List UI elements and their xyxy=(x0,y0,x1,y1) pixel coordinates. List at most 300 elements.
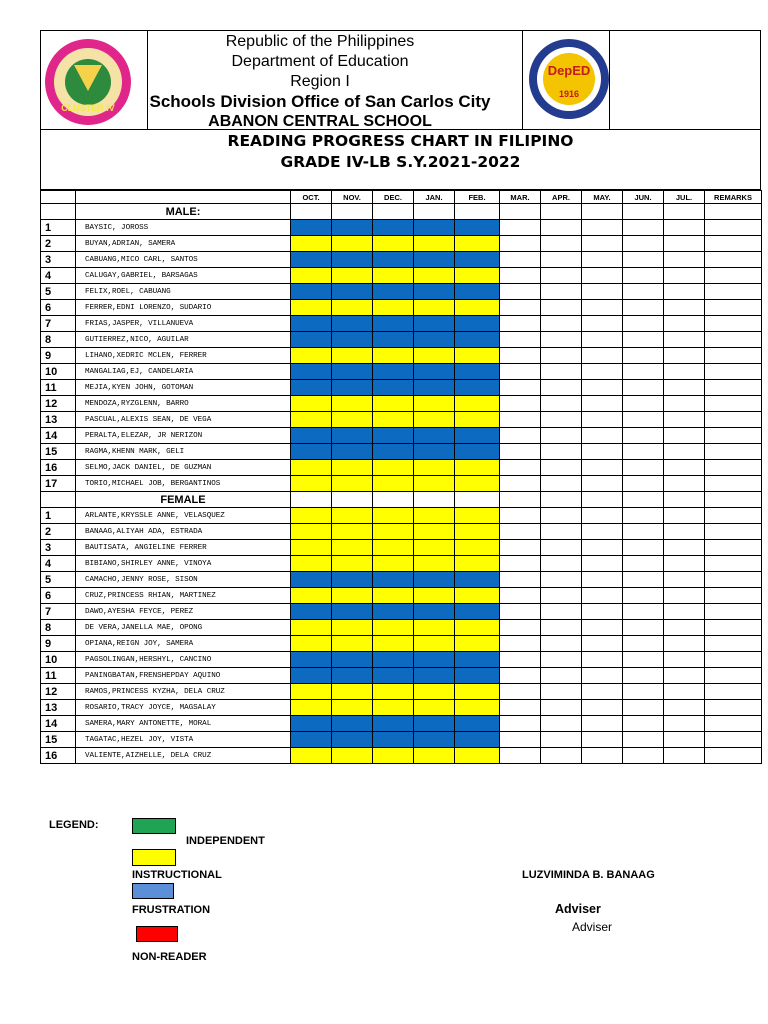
empty-cell xyxy=(623,492,664,508)
empty-cell xyxy=(664,684,705,700)
empty-cell xyxy=(541,204,582,220)
progress-cell-instructional xyxy=(332,412,373,428)
empty-cell xyxy=(582,620,623,636)
progress-cell-instructional xyxy=(332,588,373,604)
student-name: PERALTA,ELEZAR, JR NERIZON xyxy=(76,428,291,444)
empty-cell xyxy=(664,236,705,252)
empty-cell xyxy=(623,668,664,684)
student-row xyxy=(41,604,762,620)
empty-cell xyxy=(705,316,762,332)
student-number: 16 xyxy=(41,748,76,764)
student-name: CAMACHO,JENNY ROSE, SISON xyxy=(76,572,291,588)
student-row xyxy=(41,540,762,556)
empty-cell xyxy=(500,300,541,316)
empty-cell xyxy=(664,428,705,444)
progress-cell-frustration xyxy=(455,652,500,668)
empty-cell xyxy=(705,396,762,412)
empty-cell xyxy=(500,460,541,476)
empty-cell xyxy=(705,412,762,428)
empty-cell xyxy=(582,476,623,492)
empty-cell xyxy=(623,700,664,716)
progress-cell-instructional xyxy=(373,508,414,524)
progress-cell-instructional xyxy=(373,412,414,428)
empty-cell xyxy=(623,460,664,476)
student-number: 14 xyxy=(41,428,76,444)
progress-cell-frustration xyxy=(373,716,414,732)
progress-cell-instructional xyxy=(455,236,500,252)
empty-cell xyxy=(291,492,332,508)
empty-cell xyxy=(664,444,705,460)
student-name: PASCUAL,ALEXIS SEAN, DE VEGA xyxy=(76,412,291,428)
header-text xyxy=(113,31,527,132)
empty-cell xyxy=(500,252,541,268)
legend-swatch-independent xyxy=(132,818,176,834)
progress-cell-frustration xyxy=(332,316,373,332)
student-row xyxy=(41,556,762,572)
progress-cell-frustration xyxy=(332,220,373,236)
progress-cell-frustration xyxy=(373,652,414,668)
student-number: 6 xyxy=(41,588,76,604)
empty-cell xyxy=(623,396,664,412)
progress-cell-frustration xyxy=(332,380,373,396)
empty-cell xyxy=(582,540,623,556)
progress-cell-instructional xyxy=(373,620,414,636)
empty-cell xyxy=(541,252,582,268)
region-line: Region I xyxy=(290,73,350,90)
progress-table xyxy=(40,190,762,764)
empty-cell xyxy=(582,524,623,540)
empty-cell xyxy=(623,556,664,572)
student-row xyxy=(41,732,762,748)
empty-cell xyxy=(705,236,762,252)
progress-cell-instructional xyxy=(414,300,455,316)
empty-cell xyxy=(541,604,582,620)
progress-cell-frustration xyxy=(414,668,455,684)
empty-cell xyxy=(582,444,623,460)
student-name: RAMOS,PRINCESS KYZHA, DELA CRUZ xyxy=(76,684,291,700)
progress-cell-instructional xyxy=(332,508,373,524)
progress-cell-instructional xyxy=(455,588,500,604)
student-name: MEJIA,KYEN JOHN, GOTOMAN xyxy=(76,380,291,396)
student-number: 17 xyxy=(41,476,76,492)
empty-cell xyxy=(582,268,623,284)
progress-cell-frustration xyxy=(414,316,455,332)
empty-cell xyxy=(582,668,623,684)
header-cell xyxy=(41,191,76,204)
empty-cell xyxy=(541,396,582,412)
empty-cell xyxy=(664,588,705,604)
month-header-row xyxy=(41,191,762,204)
progress-cell-instructional xyxy=(332,476,373,492)
progress-cell-instructional xyxy=(455,268,500,284)
empty-cell xyxy=(664,716,705,732)
empty-cell xyxy=(623,204,664,220)
empty-cell xyxy=(541,268,582,284)
empty-cell xyxy=(541,444,582,460)
student-number: 14 xyxy=(41,716,76,732)
department-line: Department of Education xyxy=(231,53,409,70)
month-header: REMARKS xyxy=(705,191,762,204)
empty-cell xyxy=(705,268,762,284)
progress-cell-instructional xyxy=(455,540,500,556)
empty-cell xyxy=(500,524,541,540)
adviser-role: Adviser xyxy=(555,902,601,916)
empty-cell xyxy=(500,716,541,732)
empty-cell xyxy=(332,492,373,508)
empty-cell xyxy=(582,636,623,652)
empty-cell xyxy=(705,572,762,588)
student-number: 1 xyxy=(41,508,76,524)
empty-cell xyxy=(541,652,582,668)
empty-cell xyxy=(500,748,541,764)
progress-cell-frustration xyxy=(291,732,332,748)
progress-cell-frustration xyxy=(332,428,373,444)
empty-cell xyxy=(623,412,664,428)
legend-swatch-non-reader xyxy=(136,926,178,942)
student-name: ROSARIO,TRACY JOYCE, MAGSALAY xyxy=(76,700,291,716)
progress-cell-frustration xyxy=(414,572,455,588)
empty-cell xyxy=(541,492,582,508)
progress-cell-instructional xyxy=(291,412,332,428)
progress-cell-instructional xyxy=(373,268,414,284)
progress-cell-instructional xyxy=(455,396,500,412)
progress-cell-instructional xyxy=(373,588,414,604)
empty-cell xyxy=(623,572,664,588)
progress-cell-frustration xyxy=(373,668,414,684)
empty-cell xyxy=(541,716,582,732)
empty-cell xyxy=(623,316,664,332)
student-number: 15 xyxy=(41,732,76,748)
empty-cell xyxy=(705,460,762,476)
progress-cell-instructional xyxy=(373,300,414,316)
empty-cell xyxy=(705,716,762,732)
empty-cell xyxy=(664,252,705,268)
progress-cell-frustration xyxy=(291,716,332,732)
empty-cell xyxy=(541,236,582,252)
progress-cell-instructional xyxy=(291,636,332,652)
empty-cell xyxy=(705,524,762,540)
empty-cell xyxy=(623,604,664,620)
empty-cell xyxy=(664,364,705,380)
empty-cell xyxy=(623,636,664,652)
student-row xyxy=(41,316,762,332)
progress-cell-frustration xyxy=(414,364,455,380)
empty-cell xyxy=(582,332,623,348)
progress-cell-frustration xyxy=(291,604,332,620)
progress-cell-instructional xyxy=(455,412,500,428)
empty-cell xyxy=(582,652,623,668)
empty-cell xyxy=(664,220,705,236)
adviser-name: LUZVIMINDA B. BANAAG xyxy=(522,869,655,881)
empty-cell xyxy=(541,700,582,716)
empty-cell xyxy=(500,316,541,332)
legend-swatch-instructional xyxy=(132,849,176,866)
progress-cell-instructional xyxy=(291,508,332,524)
progress-cell-instructional xyxy=(332,348,373,364)
empty-cell xyxy=(623,300,664,316)
student-name: GUTIERREZ,NICO, AGUILAR xyxy=(76,332,291,348)
progress-cell-frustration xyxy=(291,572,332,588)
empty-cell xyxy=(291,204,332,220)
empty-cell xyxy=(500,204,541,220)
empty-cell xyxy=(541,412,582,428)
student-number: 4 xyxy=(41,268,76,284)
empty-cell xyxy=(582,428,623,444)
student-row xyxy=(41,364,762,380)
progress-cell-frustration xyxy=(291,252,332,268)
empty-cell xyxy=(414,204,455,220)
progress-cell-frustration xyxy=(373,284,414,300)
progress-cell-instructional xyxy=(414,524,455,540)
month-header: MAY. xyxy=(582,191,623,204)
student-row xyxy=(41,508,762,524)
header-divider xyxy=(609,31,610,129)
student-row xyxy=(41,476,762,492)
progress-cell-frustration xyxy=(373,444,414,460)
empty-cell xyxy=(705,604,762,620)
student-row xyxy=(41,348,762,364)
month-header: APR. xyxy=(541,191,582,204)
empty-cell xyxy=(582,220,623,236)
student-number: 15 xyxy=(41,444,76,460)
student-name: SAMERA,MARY ANTONETTE, MORAL xyxy=(76,716,291,732)
progress-cell-frustration xyxy=(291,652,332,668)
empty-cell xyxy=(623,620,664,636)
empty-cell xyxy=(705,364,762,380)
progress-cell-instructional xyxy=(414,508,455,524)
progress-cell-instructional xyxy=(332,620,373,636)
empty-cell xyxy=(664,748,705,764)
month-header: MAR. xyxy=(500,191,541,204)
student-number: 7 xyxy=(41,604,76,620)
empty-cell xyxy=(500,636,541,652)
student-number: 8 xyxy=(41,332,76,348)
empty-cell xyxy=(582,396,623,412)
month-header: DEC. xyxy=(373,191,414,204)
progress-cell-instructional xyxy=(332,748,373,764)
progress-cell-frustration xyxy=(373,252,414,268)
student-number: 12 xyxy=(41,396,76,412)
student-name: CRUZ,PRINCESS RHIAN, MARTINEZ xyxy=(76,588,291,604)
progress-cell-frustration xyxy=(414,428,455,444)
student-number: 2 xyxy=(41,236,76,252)
empty-cell xyxy=(582,748,623,764)
section-cell xyxy=(41,204,76,220)
progress-cell-instructional xyxy=(291,348,332,364)
female-section-label: FEMALE xyxy=(76,492,291,508)
empty-cell xyxy=(500,380,541,396)
student-number: 8 xyxy=(41,620,76,636)
progress-cell-frustration xyxy=(332,332,373,348)
empty-cell xyxy=(541,732,582,748)
empty-cell xyxy=(500,684,541,700)
student-row xyxy=(41,668,762,684)
progress-cell-instructional xyxy=(291,300,332,316)
empty-cell xyxy=(582,204,623,220)
student-number: 10 xyxy=(41,652,76,668)
empty-cell xyxy=(500,348,541,364)
progress-cell-frustration xyxy=(414,652,455,668)
progress-cell-frustration xyxy=(291,428,332,444)
empty-cell xyxy=(500,268,541,284)
empty-cell xyxy=(623,236,664,252)
progress-cell-frustration xyxy=(332,364,373,380)
empty-cell xyxy=(500,236,541,252)
student-row xyxy=(41,700,762,716)
legend-title: LEGEND: xyxy=(49,819,99,831)
progress-cell-frustration xyxy=(455,332,500,348)
empty-cell xyxy=(500,732,541,748)
progress-cell-instructional xyxy=(414,460,455,476)
progress-cell-frustration xyxy=(455,364,500,380)
empty-cell xyxy=(332,204,373,220)
empty-cell xyxy=(705,748,762,764)
progress-cell-instructional xyxy=(373,556,414,572)
legend-label-independent: INDEPENDENT xyxy=(186,835,265,847)
progress-cell-instructional xyxy=(414,684,455,700)
empty-cell xyxy=(541,300,582,316)
empty-cell xyxy=(582,508,623,524)
progress-cell-instructional xyxy=(455,524,500,540)
progress-cell-frustration xyxy=(291,444,332,460)
student-name: RAGMA,KHENN MARK, GELI xyxy=(76,444,291,460)
student-number: 13 xyxy=(41,700,76,716)
empty-cell xyxy=(623,732,664,748)
progress-cell-instructional xyxy=(291,476,332,492)
progress-cell-frustration xyxy=(455,284,500,300)
student-name: SELMO,JACK DANIEL, DE GUZMAN xyxy=(76,460,291,476)
progress-cell-instructional xyxy=(455,348,500,364)
student-name: ARLANTE,KRYSSLE ANNE, VELASQUEZ xyxy=(76,508,291,524)
student-name: TAGATAC,HEZEL JOY, VISTA xyxy=(76,732,291,748)
seal-year: 1916 xyxy=(558,89,580,99)
progress-cell-instructional xyxy=(291,748,332,764)
empty-cell xyxy=(500,588,541,604)
progress-cell-instructional xyxy=(332,236,373,252)
empty-cell xyxy=(541,668,582,684)
progress-cell-frustration xyxy=(373,332,414,348)
progress-cell-frustration xyxy=(332,284,373,300)
country-line: Republic of the Philippines xyxy=(225,33,415,50)
empty-cell xyxy=(541,588,582,604)
empty-cell xyxy=(664,316,705,332)
empty-cell xyxy=(582,236,623,252)
student-number: 9 xyxy=(41,348,76,364)
progress-cell-instructional xyxy=(414,268,455,284)
student-row xyxy=(41,252,762,268)
empty-cell xyxy=(500,572,541,588)
student-name: MENDOZA,RYZGLENN, BARRO xyxy=(76,396,291,412)
empty-cell xyxy=(623,540,664,556)
student-name: LIHANO,XEDRIC MCLEN, FERRER xyxy=(76,348,291,364)
progress-cell-frustration xyxy=(414,220,455,236)
adviser-role-secondary: Adviser xyxy=(572,920,613,934)
empty-cell xyxy=(664,204,705,220)
empty-cell xyxy=(582,252,623,268)
progress-cell-frustration xyxy=(332,732,373,748)
progress-cell-frustration xyxy=(455,716,500,732)
empty-cell xyxy=(705,348,762,364)
student-name: BIBIANO,SHIRLEY ANNE, VINOYA xyxy=(76,556,291,572)
empty-cell xyxy=(623,748,664,764)
empty-cell xyxy=(582,284,623,300)
student-row xyxy=(41,652,762,668)
empty-cell xyxy=(705,668,762,684)
progress-cell-instructional xyxy=(373,636,414,652)
student-number: 11 xyxy=(41,380,76,396)
empty-cell xyxy=(500,476,541,492)
empty-cell xyxy=(582,348,623,364)
progress-cell-instructional xyxy=(332,684,373,700)
progress-cell-instructional xyxy=(291,236,332,252)
progress-cell-instructional xyxy=(373,684,414,700)
student-row xyxy=(41,636,762,652)
progress-cell-instructional xyxy=(332,396,373,412)
empty-cell xyxy=(705,620,762,636)
empty-cell xyxy=(541,620,582,636)
empty-cell xyxy=(705,700,762,716)
empty-cell xyxy=(705,492,762,508)
empty-cell xyxy=(664,604,705,620)
student-row xyxy=(41,236,762,252)
header-cell xyxy=(76,191,291,204)
empty-cell xyxy=(664,460,705,476)
progress-cell-frustration xyxy=(373,380,414,396)
student-row xyxy=(41,332,762,348)
empty-cell xyxy=(623,444,664,460)
student-name: OPIANA,REIGN JOY, SAMERA xyxy=(76,636,291,652)
empty-cell xyxy=(541,540,582,556)
empty-cell xyxy=(664,476,705,492)
empty-cell xyxy=(582,588,623,604)
student-name: DAWO,AYESHA FEYCE, PEREZ xyxy=(76,604,291,620)
empty-cell xyxy=(541,508,582,524)
empty-cell xyxy=(582,556,623,572)
empty-cell xyxy=(705,220,762,236)
progress-cell-instructional xyxy=(455,476,500,492)
month-header: JAN. xyxy=(414,191,455,204)
empty-cell xyxy=(500,508,541,524)
progress-cell-frustration xyxy=(332,604,373,620)
student-name: MANGALIAG,EJ, CANDELARIA xyxy=(76,364,291,380)
progress-cell-frustration xyxy=(291,332,332,348)
empty-cell xyxy=(582,364,623,380)
empty-cell xyxy=(664,300,705,316)
progress-cell-frustration xyxy=(291,668,332,684)
progress-cell-instructional xyxy=(291,556,332,572)
empty-cell xyxy=(623,268,664,284)
empty-cell xyxy=(541,684,582,700)
seal-caption: DepED xyxy=(547,63,591,78)
empty-cell xyxy=(623,588,664,604)
empty-cell xyxy=(500,492,541,508)
progress-cell-frustration xyxy=(373,572,414,588)
month-header: OCT. xyxy=(291,191,332,204)
progress-cell-instructional xyxy=(373,396,414,412)
section-cell xyxy=(41,492,76,508)
deped-seal-icon xyxy=(529,39,609,119)
empty-cell xyxy=(664,524,705,540)
empty-cell xyxy=(664,732,705,748)
progress-cell-frustration xyxy=(414,252,455,268)
progress-cell-instructional xyxy=(291,540,332,556)
empty-cell xyxy=(500,556,541,572)
title-line-2: GRADE IV-LB S.Y.2021-2022 xyxy=(280,153,521,171)
progress-cell-frustration xyxy=(455,220,500,236)
empty-cell xyxy=(664,332,705,348)
progress-cell-frustration xyxy=(455,732,500,748)
student-number: 5 xyxy=(41,284,76,300)
